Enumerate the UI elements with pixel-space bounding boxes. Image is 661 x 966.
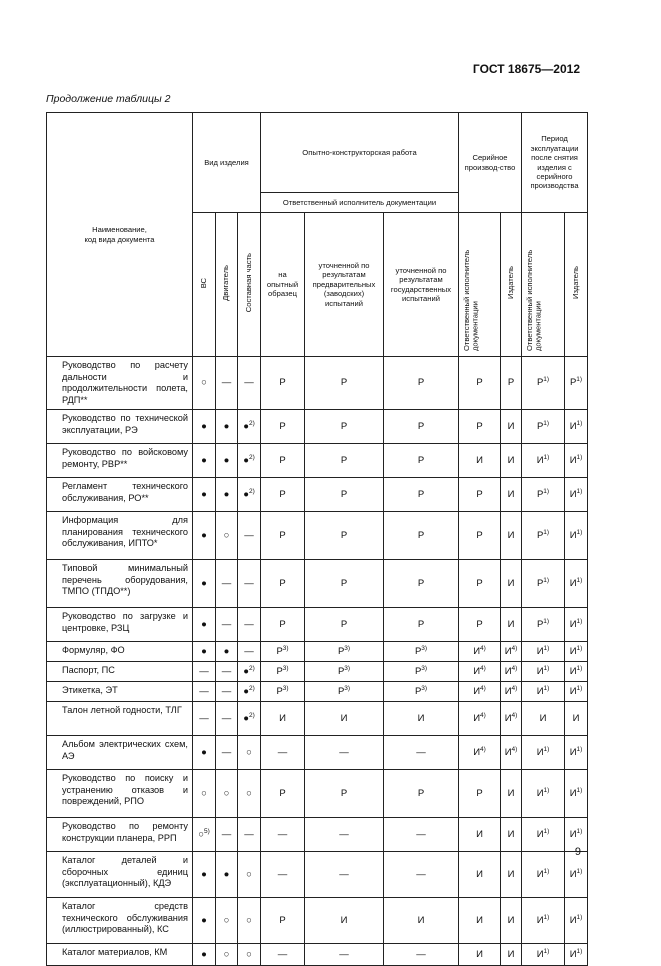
cell: ● bbox=[193, 944, 216, 966]
cell: И bbox=[459, 852, 501, 898]
table-body bbox=[47, 357, 588, 966]
cell: $Р^{3)}$ bbox=[261, 662, 305, 682]
doc-name: Этикетка, ЭТ bbox=[47, 682, 193, 702]
cell: ●$^{2)}$ bbox=[238, 478, 261, 512]
cell: $И^{1)}$ bbox=[522, 944, 565, 966]
doc-name: Руководство по расчету дальности и продолжительности полета, РДП** bbox=[47, 357, 193, 410]
cell: Р bbox=[384, 608, 459, 642]
doc-name: Типовой минимальный перечень оборудования, ТМПО (ТПДО**) bbox=[47, 560, 193, 608]
cell: — bbox=[216, 682, 238, 702]
table-row bbox=[47, 852, 588, 898]
cell: ● bbox=[193, 642, 216, 662]
cell: $И^{1)}$ bbox=[522, 770, 565, 818]
cell: $Р^{1)}$ bbox=[565, 357, 588, 410]
cell: $И^{1)}$ bbox=[565, 736, 588, 770]
cell: $И^{1)}$ bbox=[565, 770, 588, 818]
header-product-type: Вид изделия bbox=[193, 113, 261, 213]
header-op-resp: Ответственный исполнитель документации bbox=[522, 213, 565, 357]
cell: $И^{1)}$ bbox=[565, 662, 588, 682]
cell: ● bbox=[216, 852, 238, 898]
cell: ○ bbox=[216, 898, 238, 944]
cell: И bbox=[501, 444, 522, 478]
cell: ● bbox=[193, 444, 216, 478]
table-row bbox=[47, 736, 588, 770]
cell: ● bbox=[216, 478, 238, 512]
header-resp-exec: Ответственный исполнитель документации bbox=[261, 193, 459, 213]
cell: $И^{1)}$ bbox=[522, 642, 565, 662]
cell: ○ bbox=[216, 512, 238, 560]
cell: И bbox=[384, 702, 459, 736]
header-on-prototype: на опытный образец bbox=[261, 213, 305, 357]
cell: $И^{4)}$ bbox=[501, 662, 522, 682]
doc-name: Каталог средств технического обслуживания (иллюстрированный), КС bbox=[47, 898, 193, 944]
cell: $И^{1)}$ bbox=[565, 898, 588, 944]
table-row bbox=[47, 512, 588, 560]
cell: $Р^{3)}$ bbox=[384, 642, 459, 662]
table-row bbox=[47, 682, 588, 702]
cell: — bbox=[193, 682, 216, 702]
cell: — bbox=[216, 608, 238, 642]
doc-name: Формуляр, ФО bbox=[47, 642, 193, 662]
cell: $И^{1)}$ bbox=[565, 512, 588, 560]
cell: Р bbox=[305, 770, 384, 818]
cell: ● bbox=[193, 736, 216, 770]
cell: ●$^{2)}$ bbox=[238, 662, 261, 682]
cell: — bbox=[216, 560, 238, 608]
cell: $И^{1)}$ bbox=[522, 662, 565, 682]
table-row bbox=[47, 898, 588, 944]
table-row bbox=[47, 818, 588, 852]
cell: Р bbox=[384, 444, 459, 478]
cell: Р bbox=[261, 410, 305, 444]
cell: ○ bbox=[216, 944, 238, 966]
cell: ○ bbox=[238, 944, 261, 966]
cell: Р bbox=[261, 478, 305, 512]
cell: ○ bbox=[193, 770, 216, 818]
cell: ● bbox=[193, 608, 216, 642]
cell: ●$^{2)}$ bbox=[238, 444, 261, 478]
doc-name: Информация для планирования технического обслуживания, ИПТО* bbox=[47, 512, 193, 560]
cell: Р bbox=[459, 357, 501, 410]
cell: ● bbox=[216, 642, 238, 662]
cell: Р bbox=[305, 478, 384, 512]
cell: И bbox=[501, 512, 522, 560]
cell: И bbox=[501, 478, 522, 512]
cell: $И^{4)}$ bbox=[459, 642, 501, 662]
doc-name: Руководство по загрузке и центровке, РЗЦ bbox=[47, 608, 193, 642]
header-op-publisher: Издатель bbox=[565, 213, 588, 357]
cell: ○$^{5)}$ bbox=[193, 818, 216, 852]
table-row bbox=[47, 642, 588, 662]
header-component: Составная часть bbox=[238, 213, 261, 357]
cell: $И^{1)}$ bbox=[565, 642, 588, 662]
header-refined-factory: уточненной по результатам предварительных (заводских) испытаний bbox=[305, 213, 384, 357]
table-row bbox=[47, 410, 588, 444]
cell: И bbox=[384, 898, 459, 944]
cell: Р bbox=[459, 478, 501, 512]
cell: — bbox=[384, 944, 459, 966]
cell: $И^{1)}$ bbox=[565, 560, 588, 608]
cell: — bbox=[216, 736, 238, 770]
header-operation: Период эксплуатации после снятия изделия с серийного производства bbox=[522, 113, 588, 213]
cell: $И^{1)}$ bbox=[522, 898, 565, 944]
cell: И bbox=[459, 944, 501, 966]
cell: Р bbox=[384, 478, 459, 512]
cell: $И^{1)}$ bbox=[565, 444, 588, 478]
cell: $И^{1)}$ bbox=[522, 852, 565, 898]
cell: И bbox=[305, 702, 384, 736]
cell: ● bbox=[216, 444, 238, 478]
cell: И bbox=[459, 898, 501, 944]
cell: Р bbox=[459, 770, 501, 818]
cell: $Р^{1)}$ bbox=[522, 608, 565, 642]
cell: — bbox=[238, 818, 261, 852]
cell: Р bbox=[459, 512, 501, 560]
cell: Р bbox=[261, 770, 305, 818]
cell: $И^{1)}$ bbox=[522, 682, 565, 702]
cell: ● bbox=[193, 852, 216, 898]
cell: — bbox=[261, 736, 305, 770]
document-table bbox=[46, 112, 588, 966]
table-row bbox=[47, 944, 588, 966]
cell: $Р^{1)}$ bbox=[522, 512, 565, 560]
cell: И bbox=[501, 818, 522, 852]
cell: $И^{1)}$ bbox=[565, 410, 588, 444]
table-row bbox=[47, 662, 588, 682]
cell: И bbox=[501, 608, 522, 642]
cell: — bbox=[216, 702, 238, 736]
cell: Р bbox=[261, 444, 305, 478]
cell: Р bbox=[305, 444, 384, 478]
cell: Р bbox=[261, 512, 305, 560]
header-engine: Двигатель bbox=[216, 213, 238, 357]
doc-name: Паспорт, ПС bbox=[47, 662, 193, 682]
cell: $Р^{1)}$ bbox=[522, 560, 565, 608]
table-row bbox=[47, 357, 588, 410]
cell: Р bbox=[305, 512, 384, 560]
cell: $Р^{3)}$ bbox=[261, 682, 305, 702]
cell: $И^{4)}$ bbox=[501, 682, 522, 702]
cell: И bbox=[501, 770, 522, 818]
cell: И bbox=[459, 818, 501, 852]
cell: ○ bbox=[193, 357, 216, 410]
cell: Р bbox=[261, 560, 305, 608]
cell: Р bbox=[501, 357, 522, 410]
cell: И bbox=[305, 898, 384, 944]
cell: И bbox=[261, 702, 305, 736]
cell: Р bbox=[384, 357, 459, 410]
cell: И bbox=[501, 898, 522, 944]
cell: — bbox=[384, 736, 459, 770]
cell: — bbox=[238, 560, 261, 608]
cell: — bbox=[238, 512, 261, 560]
table-row bbox=[47, 608, 588, 642]
cell: $И^{4)}$ bbox=[501, 642, 522, 662]
header-refined-state: уточненной по результатам государственных испытаний bbox=[384, 213, 459, 357]
table-caption: Продолжение таблицы 2 bbox=[46, 93, 171, 105]
header-serial-publisher: Издатель bbox=[501, 213, 522, 357]
cell: — bbox=[216, 662, 238, 682]
doc-name: Талон летной годности, ТЛГ bbox=[47, 702, 193, 736]
cell: Р bbox=[261, 608, 305, 642]
cell: $И^{1)}$ bbox=[565, 852, 588, 898]
cell: $И^{4)}$ bbox=[501, 736, 522, 770]
cell: И bbox=[459, 444, 501, 478]
table-row bbox=[47, 702, 588, 736]
cell: $И^{1)}$ bbox=[565, 818, 588, 852]
cell: $Р^{1)}$ bbox=[522, 478, 565, 512]
header-name-column: Наименование, код вида документа bbox=[47, 113, 193, 357]
cell: ○ bbox=[238, 736, 261, 770]
cell: — bbox=[261, 944, 305, 966]
cell: $И^{1)}$ bbox=[522, 444, 565, 478]
page-number: 9 bbox=[574, 846, 581, 858]
cell: $И^{1)}$ bbox=[565, 478, 588, 512]
cell: $И^{4)}$ bbox=[459, 736, 501, 770]
table-row bbox=[47, 560, 588, 608]
cell: — bbox=[216, 818, 238, 852]
cell: Р bbox=[384, 512, 459, 560]
cell: — bbox=[261, 852, 305, 898]
cell: $И^{1)}$ bbox=[565, 682, 588, 702]
cell: Р bbox=[384, 770, 459, 818]
cell: Р bbox=[384, 410, 459, 444]
cell: — bbox=[238, 357, 261, 410]
doc-name: Руководство по технической эксплуатации, РЭ bbox=[47, 410, 193, 444]
cell: — bbox=[384, 818, 459, 852]
cell: $Р^{3)}$ bbox=[305, 682, 384, 702]
cell: Р bbox=[459, 608, 501, 642]
cell: Р bbox=[305, 608, 384, 642]
cell: ○ bbox=[238, 852, 261, 898]
cell: $И^{1)}$ bbox=[522, 818, 565, 852]
cell: $И^{4)}$ bbox=[501, 702, 522, 736]
header-serial: Серийное производ-ство bbox=[459, 113, 522, 213]
cell: И bbox=[522, 702, 565, 736]
cell: — bbox=[193, 702, 216, 736]
cell: Р bbox=[384, 560, 459, 608]
cell: $И^{1)}$ bbox=[565, 944, 588, 966]
document-id: ГОСТ 18675—2012 bbox=[472, 62, 580, 76]
cell: И bbox=[501, 410, 522, 444]
cell: ● bbox=[193, 560, 216, 608]
cell: — bbox=[305, 818, 384, 852]
cell: — bbox=[261, 818, 305, 852]
doc-name: Руководство по войсковому ремонту, РВР** bbox=[47, 444, 193, 478]
cell: $И^{4)}$ bbox=[459, 682, 501, 702]
cell: И bbox=[501, 560, 522, 608]
header-vs: ВС bbox=[193, 213, 216, 357]
cell: — bbox=[216, 357, 238, 410]
cell: — bbox=[238, 642, 261, 662]
cell: $И^{1)}$ bbox=[565, 608, 588, 642]
header-serial-resp: Ответственный исполнитель документации bbox=[459, 213, 501, 357]
cell: $И^{1)}$ bbox=[522, 736, 565, 770]
doc-name: Руководство по поиску и устранению отказов и повреждений, РПО bbox=[47, 770, 193, 818]
cell: — bbox=[238, 608, 261, 642]
cell: $Р^{3)}$ bbox=[384, 682, 459, 702]
cell: — bbox=[305, 852, 384, 898]
cell: Р bbox=[305, 357, 384, 410]
cell: Р bbox=[459, 560, 501, 608]
cell: ● bbox=[193, 410, 216, 444]
table-row bbox=[47, 478, 588, 512]
cell: ○ bbox=[238, 770, 261, 818]
cell: Р bbox=[261, 898, 305, 944]
doc-name: Руководство по ремонту конструкции планера, РРП bbox=[47, 818, 193, 852]
cell: Р bbox=[261, 357, 305, 410]
cell: $Р^{3)}$ bbox=[261, 642, 305, 662]
table-row bbox=[47, 444, 588, 478]
cell: $Р^{3)}$ bbox=[384, 662, 459, 682]
cell: ● bbox=[193, 478, 216, 512]
cell: — bbox=[305, 736, 384, 770]
cell: $Р^{1)}$ bbox=[522, 410, 565, 444]
cell: И bbox=[501, 944, 522, 966]
doc-name: Альбом электрических схем, АЭ bbox=[47, 736, 193, 770]
cell: И bbox=[501, 852, 522, 898]
cell: И bbox=[565, 702, 588, 736]
cell: ●$^{2)}$ bbox=[238, 682, 261, 702]
cell: ○ bbox=[216, 770, 238, 818]
header-rnd: Опытно-конструкторская работа bbox=[261, 113, 459, 193]
cell: Р bbox=[305, 560, 384, 608]
cell: Р bbox=[459, 410, 501, 444]
cell: Р bbox=[305, 410, 384, 444]
doc-name: Каталог материалов, КМ bbox=[47, 944, 193, 966]
cell: $Р^{3)}$ bbox=[305, 642, 384, 662]
cell: ○ bbox=[238, 898, 261, 944]
table-row bbox=[47, 770, 588, 818]
cell: — bbox=[193, 662, 216, 682]
cell: $Р^{1)}$ bbox=[522, 357, 565, 410]
cell: — bbox=[305, 944, 384, 966]
cell: $И^{4)}$ bbox=[459, 662, 501, 682]
cell: $И^{4)}$ bbox=[459, 702, 501, 736]
cell: ● bbox=[193, 898, 216, 944]
cell: $Р^{3)}$ bbox=[305, 662, 384, 682]
cell: ●$^{2)}$ bbox=[238, 702, 261, 736]
doc-name: Регламент технического обслуживания, РО** bbox=[47, 478, 193, 512]
cell: — bbox=[384, 852, 459, 898]
doc-name: Каталог деталей и сборочных единиц (эксплуатационный), КДЭ bbox=[47, 852, 193, 898]
cell: ● bbox=[193, 512, 216, 560]
cell: ●$^{2)}$ bbox=[238, 410, 261, 444]
cell: ● bbox=[216, 410, 238, 444]
